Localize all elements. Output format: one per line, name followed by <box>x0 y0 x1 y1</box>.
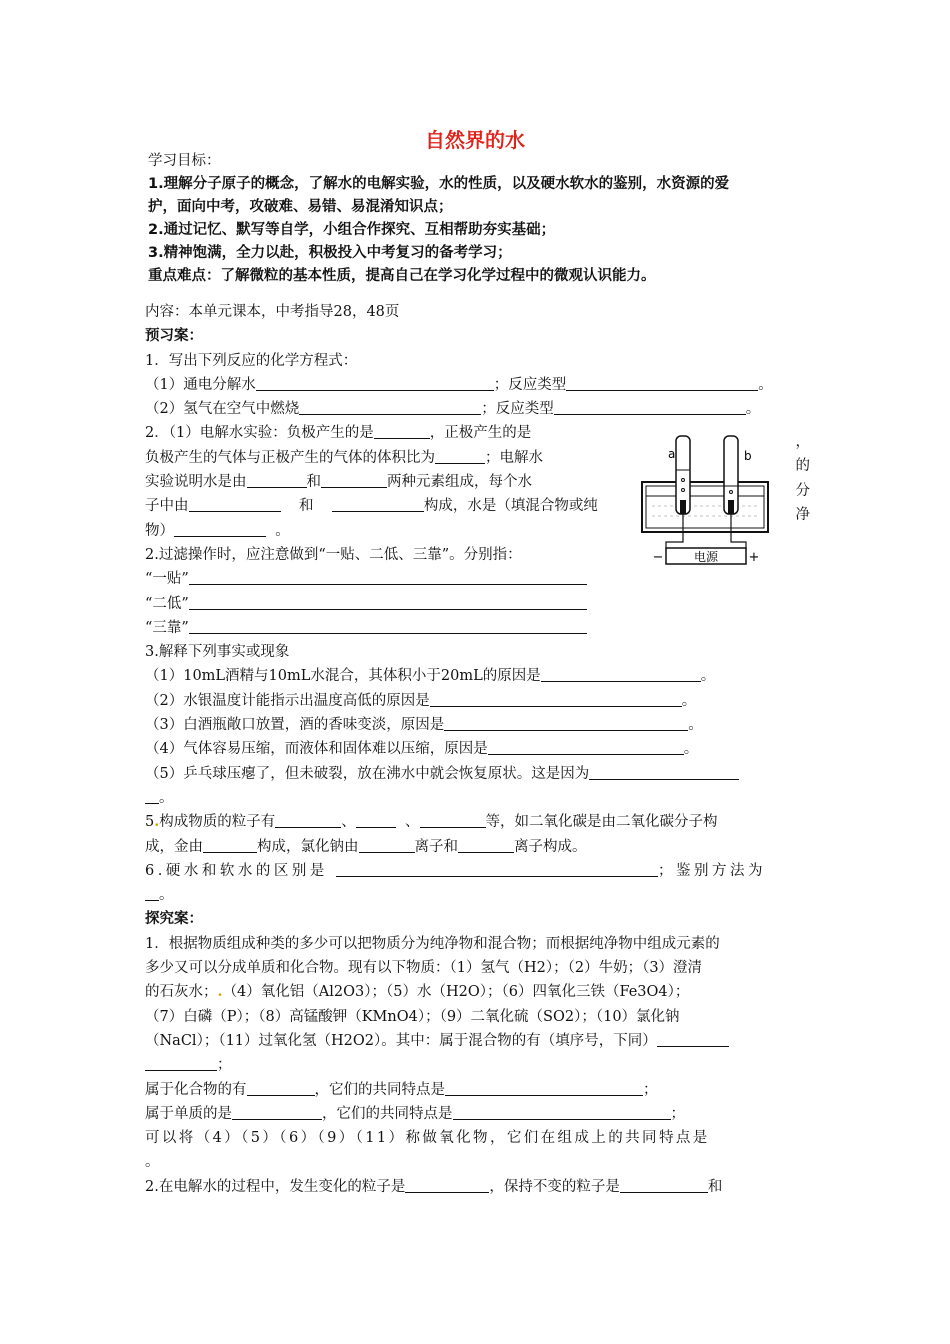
q6-end <box>145 883 810 907</box>
nacl-ion-blank-2[interactable] <box>458 837 514 853</box>
q6-line <box>145 859 810 883</box>
q1-text: 1．写出下列反应的化学方程式： <box>145 352 358 369</box>
compound-blank[interactable] <box>247 1080 315 1096</box>
end-mark: 。 <box>681 692 697 709</box>
right-column-chars <box>786 430 810 527</box>
q5-line2 <box>145 835 810 859</box>
particle-blank-2[interactable] <box>356 812 396 828</box>
q1b-label: （2）氢气在空气中燃烧 <box>145 401 300 418</box>
mixture-blank[interactable] <box>657 1031 729 1047</box>
q3-1-text: （1）10mL酒精与10mL水混合，其体积小于20mL的原因是 <box>145 668 541 685</box>
q3-2 <box>145 689 810 713</box>
page-title: 自然界的水 <box>425 128 525 152</box>
q2-text: ；电解水 <box>485 449 543 466</box>
q2-text: 和 <box>306 474 321 491</box>
goals-heading: 学习目标： <box>148 153 221 169</box>
mixture-blank-cont[interactable] <box>145 1055 217 1071</box>
molecule-blank-2[interactable] <box>332 496 424 512</box>
element-blank-2[interactable] <box>321 472 387 488</box>
preview-heading: 预习案： <box>145 328 203 345</box>
filter-question: 2.过滤操作时，应注意做到“一贴、二低、三靠”。分别指： <box>145 546 522 563</box>
q5-number: 5 <box>145 814 155 831</box>
q3-1 <box>145 664 810 688</box>
separator: 、 <box>341 814 356 831</box>
substance-type-blank[interactable] <box>174 521 266 537</box>
q5-text: 离子构成。 <box>514 838 587 855</box>
q3-heading: 3.解释下列事实或现象 <box>145 644 290 661</box>
oxide-end: 。 <box>145 1154 160 1171</box>
goal-1b: 护，面向中考，攻破难、易错、易混淆知识点； <box>148 199 453 215</box>
end-mark: 。 <box>758 376 773 393</box>
electrode-a <box>680 500 686 514</box>
filter-line-3 <box>145 616 810 640</box>
element-label: 属于单质的是 <box>145 1105 232 1122</box>
er-di-label: “二低” <box>145 595 189 612</box>
q2-text: 实验说明水是由 <box>145 474 247 491</box>
q3-5-text: （5）乒乓球压瘪了，但未破裂，放在沸水中就会恢复原状。这是因为 <box>145 765 590 782</box>
goal-1a: 1.理解分子原子的概念，了解水的电解实验，水的性质，以及硬水软水的鉴别，水资源的爱 <box>148 176 730 192</box>
element-blank[interactable] <box>232 1104 322 1120</box>
element-feature-blank[interactable] <box>453 1104 671 1120</box>
q3-4 <box>145 737 810 761</box>
compound-line <box>145 1078 810 1102</box>
filter-line-2 <box>145 592 810 616</box>
right-char: 净 <box>795 506 810 523</box>
mixture-cont <box>145 1053 810 1077</box>
ratio-blank[interactable] <box>435 448 485 464</box>
explore-heading: 探究案： <box>145 911 203 928</box>
electrolysis-apparatus-diagram <box>632 430 778 568</box>
q1a-blank[interactable] <box>256 375 494 391</box>
compound-feature-blank[interactable] <box>445 1080 643 1096</box>
explore-text: （NaCl）；（11）过氧化氢（H2O2）。其中：属于混合物的有（填序号，下同） <box>145 1032 657 1049</box>
q2-text: 构成，水是（填混合物或纯 <box>423 498 598 515</box>
explore-p1-l3 <box>145 980 810 1004</box>
q1a-label: （1）通电分解水 <box>145 376 256 393</box>
q2-text: 负极产生的气体与正极产生的气体的体积比为 <box>145 449 435 466</box>
q2-text: 子中由 <box>145 498 189 515</box>
q5-text: 等，如二氧化碳是由二氧化碳分子构 <box>485 814 718 831</box>
explore-p1-l1: 1．根据物质组成种类的多少可以把物质分为纯净物和混合物；而根据纯净物中组成元素的 <box>145 935 720 952</box>
q3-5 <box>145 762 810 786</box>
right-char: ， <box>795 434 810 450</box>
nacl-ion-blank-1[interactable] <box>359 837 415 853</box>
stray-dot: . <box>217 983 223 1001</box>
unchanged-particle-blank[interactable] <box>620 1177 708 1193</box>
method-blank[interactable] <box>145 885 159 901</box>
plus-sign: + <box>748 550 760 565</box>
separator: 、 <box>405 814 420 831</box>
q2-text: 两种元素组成，每个水 <box>387 474 532 491</box>
right-char: 分 <box>795 482 810 499</box>
reaction-type-label: ；反应类型 <box>481 401 554 418</box>
san-kao-label: “三靠” <box>145 619 189 636</box>
q3-2-blank[interactable] <box>430 691 682 707</box>
q2-text: 2．（1）电解水实验：负极产生的是 <box>145 425 374 442</box>
end-mark: 。 <box>688 717 703 734</box>
explore-text: （4）氧化铝（Al2O3）；（5）水（H2O）；（6）四氧化三铁（Fe3O4）； <box>222 984 690 1001</box>
explore-p1-l5 <box>145 1029 810 1053</box>
q5-text: 离子和 <box>414 838 458 855</box>
q2-text: 和 <box>298 498 314 515</box>
negative-gas-blank[interactable] <box>374 423 430 439</box>
filter-line-1 <box>145 567 810 591</box>
stray-dot: . <box>154 813 160 831</box>
content-line: 内容：本单元课本，中考指导28，48页 <box>145 304 400 320</box>
minus-sign: − <box>652 550 664 565</box>
particle-blank-3[interactable] <box>420 812 486 828</box>
right-char: 的 <box>795 458 810 475</box>
q3-3-blank[interactable] <box>444 715 688 731</box>
common-label: ，它们的共同特点是 <box>322 1105 453 1122</box>
q6-text: 6.硬水和软水的区别是 <box>145 862 328 879</box>
semicolon: ； <box>643 1081 658 1098</box>
q5-text: 构成，氯化钠由 <box>257 838 359 855</box>
end-mark: 。 <box>159 789 174 806</box>
label-b: b <box>744 449 752 463</box>
compound-label: 属于化合物的有 <box>145 1081 247 1098</box>
gold-blank[interactable] <box>203 837 257 853</box>
learning-goals <box>148 150 818 288</box>
semicolon: ； <box>217 1057 232 1074</box>
explore-p2-text: ，保持不变的粒子是 <box>489 1178 620 1195</box>
tank-inner <box>646 486 764 528</box>
q1a-type-blank[interactable] <box>566 375 758 391</box>
q3-2-text: （2）水银温度计能指示出温度高低的原因是 <box>145 692 430 709</box>
particle-blank-1[interactable] <box>275 812 341 828</box>
q3-5-end <box>145 786 810 810</box>
q5-text: 构成物质的粒子有 <box>159 814 276 831</box>
q3-3 <box>145 713 810 737</box>
q1b-line <box>145 397 810 421</box>
key-points: 重点难点：了解微粒的基本性质，提高自己在学习化学过程中的微观认识能力。 <box>148 268 656 284</box>
hard-soft-blank[interactable] <box>336 861 658 877</box>
q1b-type-blank[interactable] <box>554 399 746 415</box>
q6-text: ；鉴别方法为 <box>657 862 766 879</box>
end-mark: 。 <box>275 522 290 539</box>
q3-3-text: （3）白酒瓶敞口放置，酒的香味变淡，原因是 <box>145 717 445 734</box>
q1a-line <box>145 373 810 397</box>
goal-2: 2.通过记忆、默写等自学，小组合作探究、互相帮助夯实基础； <box>148 222 556 238</box>
explore-p2 <box>145 1175 810 1199</box>
element-line <box>145 1102 810 1126</box>
q2-text: 物） <box>145 522 174 539</box>
explore-p1-l4: （7）白磷（P）；（8）高锰酸钾（KMnO4）；（9）二氧化硫（SO2）；（10）氯化钠 <box>145 1008 680 1025</box>
yi-tie-blank[interactable] <box>189 569 587 585</box>
oxide-line: 可以将（4）（5）（6）（9）（11）称做氧化物，它们在组成上的共同特点是 <box>145 1130 710 1147</box>
explore-text: 的石灰水； <box>145 984 218 1001</box>
q3-5-blank[interactable] <box>589 764 739 780</box>
end-mark: 。 <box>683 741 699 758</box>
semicolon: ； <box>670 1105 685 1122</box>
reaction-type-label: ；反应类型 <box>493 376 567 393</box>
explore-p2-text: 2.在电解水的过程中，发生变化的粒子是 <box>145 1178 406 1195</box>
electrode-b <box>728 500 734 514</box>
er-di-blank[interactable] <box>189 594 587 610</box>
goal-3: 3.精神饱满，全力以赴，积极投入中考复习的备考学习； <box>148 245 512 261</box>
molecule-blank-1[interactable] <box>189 496 281 512</box>
element-blank-1[interactable] <box>247 472 307 488</box>
yi-tie-label: “一贴” <box>145 571 189 588</box>
q3-5-blank-cont[interactable] <box>145 788 159 804</box>
water-tank <box>642 482 768 532</box>
q3-1-blank[interactable] <box>541 666 701 682</box>
q2-text: ，正极产生的是 <box>429 425 532 442</box>
q1b-blank[interactable] <box>299 399 481 415</box>
end-mark: 。 <box>745 401 761 418</box>
end-mark: 。 <box>159 887 174 904</box>
san-kao-blank[interactable] <box>189 618 587 634</box>
q5-text: 成，金由 <box>145 838 203 855</box>
power-label: 电源 <box>693 550 719 564</box>
q3-4-text: （4）气体容易压缩，而液体和固体难以压缩，原因是 <box>145 741 488 758</box>
changed-particle-blank[interactable] <box>405 1177 489 1193</box>
common-label: ，它们的共同特点是 <box>314 1081 445 1098</box>
label-a: a <box>668 447 676 461</box>
q3-4-blank[interactable] <box>488 739 684 755</box>
end-mark: 。 <box>700 668 716 685</box>
explore-p2-text: 和 <box>707 1178 723 1195</box>
q5-line1 <box>145 810 810 834</box>
explore-p1-l2: 多少又可以分成单质和化合物。现有以下物质：（1）氢气（H2）；（2）牛奶；（3）澄清 <box>145 960 703 977</box>
